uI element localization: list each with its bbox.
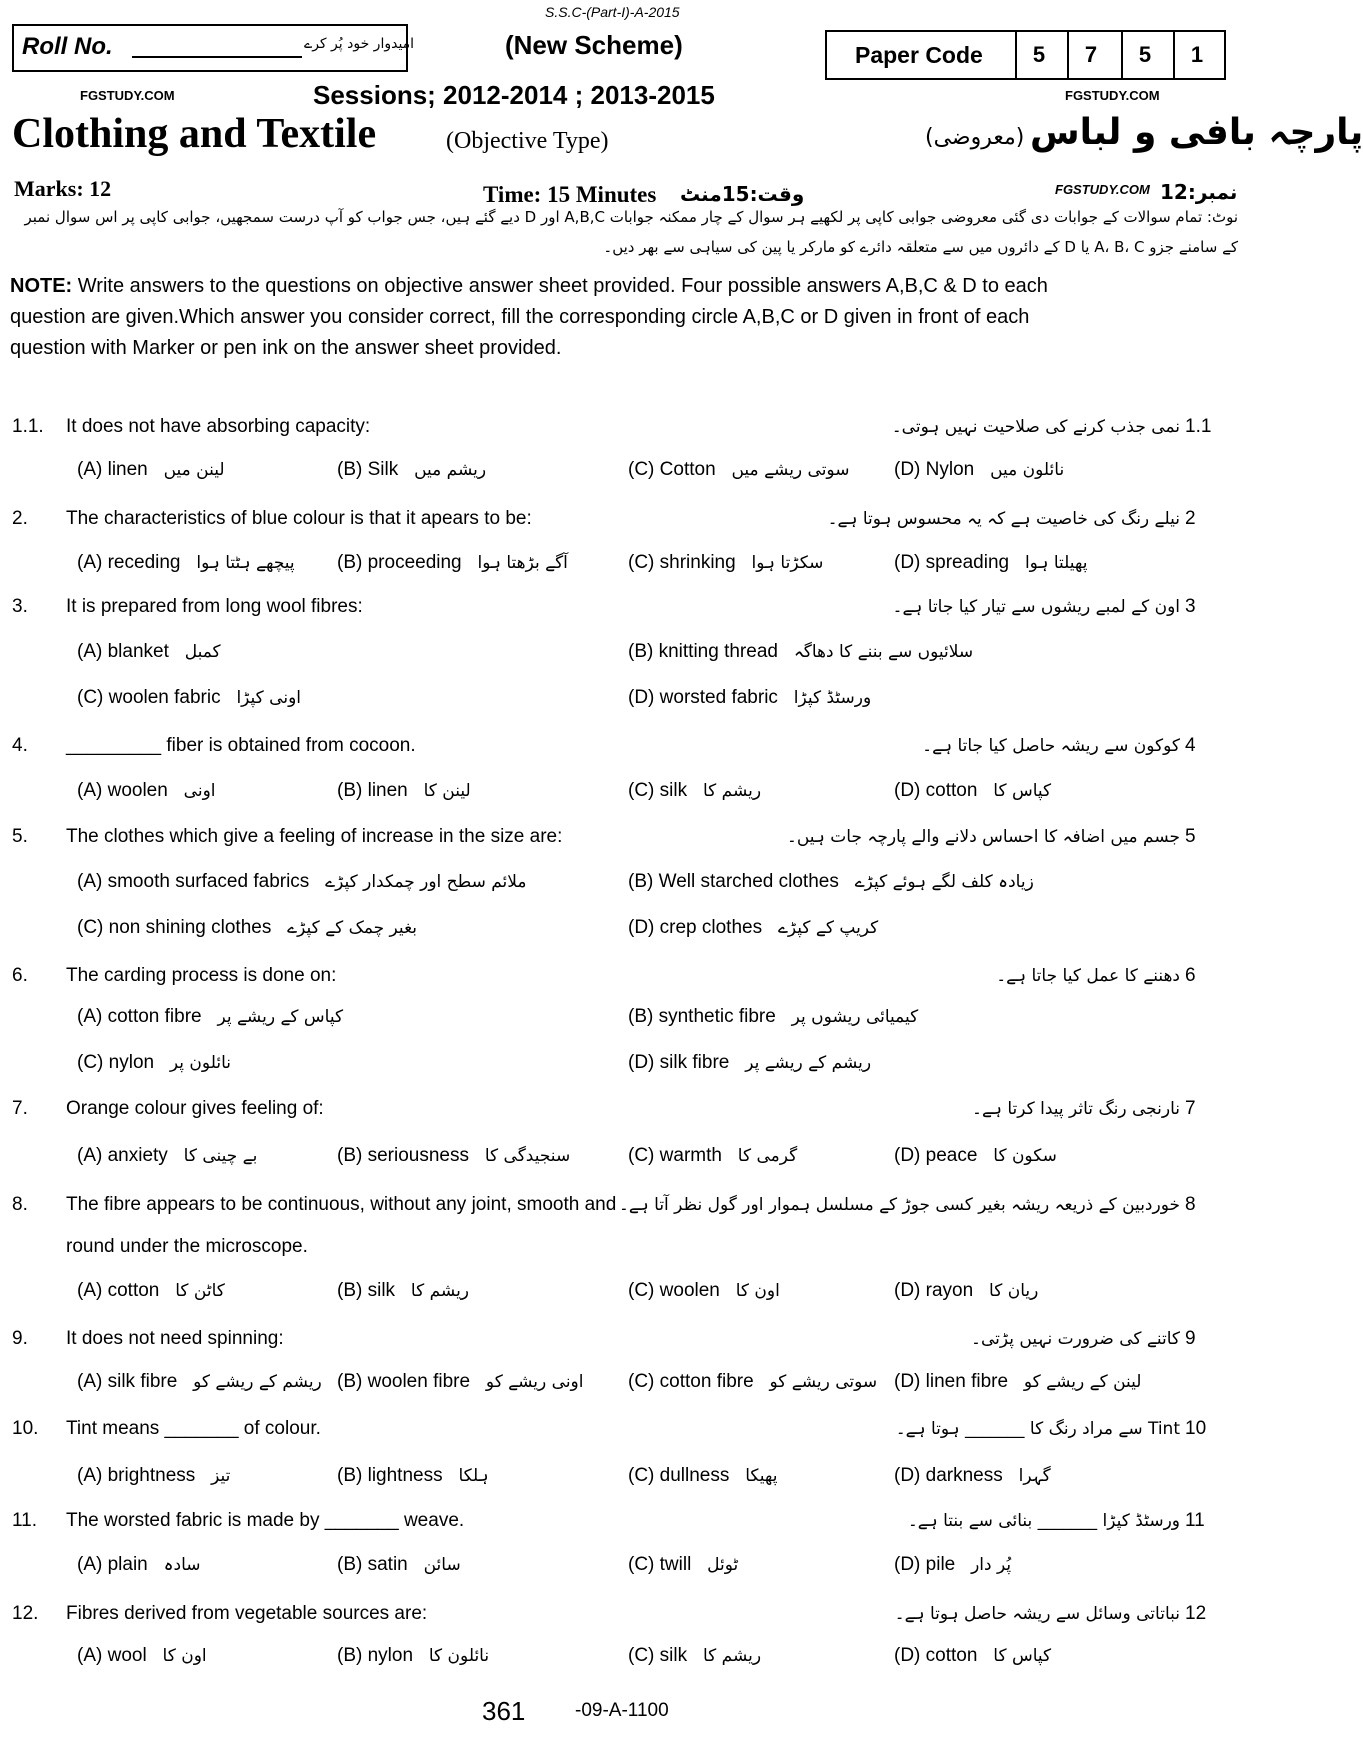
option-urdu: کپاس کے ریشے پر <box>217 1007 344 1027</box>
option-a <box>77 1645 207 1667</box>
paper-code-digit: 5 <box>1121 32 1167 78</box>
question-text-urdu: نارنجی رنگ تاثر پیدا کرتا ہے۔ <box>972 1099 1180 1119</box>
option-c <box>628 552 823 574</box>
option-label: (C) warmth <box>628 1145 722 1166</box>
option-urdu: لینن کے ریشے کو <box>1023 1372 1142 1392</box>
question-number: 8. <box>12 1194 28 1215</box>
paper-type-urdu: (معروضی) <box>925 125 1025 150</box>
option-b <box>337 459 486 481</box>
option-d <box>894 552 1087 574</box>
option-c <box>628 1465 777 1487</box>
question-number-urdu: 10 <box>1185 1418 1207 1439</box>
question-number: 11. <box>12 1510 38 1531</box>
option-label: (A) smooth surfaced fabrics <box>77 871 310 892</box>
question-number-urdu: 6 <box>1185 965 1196 986</box>
option-label: (C) dullness <box>628 1465 730 1486</box>
roll-urdu: امیدوار خود پُر کرے <box>304 36 415 52</box>
option-urdu: ریشم کے ریشے پر <box>745 1053 872 1073</box>
paper-series-code: S.S.C-(Part-I)-A-2015 <box>545 4 680 20</box>
option-c <box>77 917 417 939</box>
option-b <box>628 871 1034 893</box>
option-urdu: پھیلتا ہوا <box>1024 553 1088 573</box>
marks: Marks: 12 <box>14 176 112 201</box>
option-urdu: سنجیدگی کا <box>484 1146 571 1166</box>
roll-label: Roll No. <box>22 33 113 60</box>
question-text: The characteristics of blue colour is that it apears to be: <box>66 508 532 529</box>
option-urdu: تیز <box>211 1466 231 1486</box>
option-c <box>628 780 761 802</box>
option-b <box>337 1645 489 1667</box>
option-urdu: اون کا <box>735 1281 780 1301</box>
question-text: Tint means _______ of colour. <box>66 1418 321 1439</box>
option-urdu: گرمی کا <box>737 1146 798 1166</box>
option-label: (B) seriousness <box>337 1145 469 1166</box>
option-label: (B) nylon <box>337 1645 414 1666</box>
note-line <box>10 275 1048 298</box>
question-number-urdu: 4 <box>1185 735 1196 756</box>
option-b <box>628 641 973 663</box>
paper-code-digit: 7 <box>1067 32 1113 78</box>
option-urdu: پُر دار <box>971 1555 1012 1575</box>
option-label: (A) plain <box>77 1554 148 1575</box>
option-label: (D) cotton <box>894 780 978 801</box>
question-number: 6. <box>12 965 28 986</box>
roll-number-field[interactable] <box>132 56 302 58</box>
option-label: (A) woolen <box>77 780 168 801</box>
option-urdu: سائن <box>423 1555 461 1575</box>
question-number-urdu: 8 <box>1185 1194 1196 1215</box>
paper-code-digit: 1 <box>1173 32 1219 78</box>
question-text: It is prepared from long wool fibres: <box>66 596 363 617</box>
option-label: (C) silk <box>628 1645 688 1666</box>
option-b <box>337 1280 469 1302</box>
sessions: Sessions; 2012-2014 ; 2013-2015 <box>313 80 715 110</box>
paper-code-box <box>825 30 1226 80</box>
option-urdu: کمبل <box>184 642 221 662</box>
option-urdu: اونی ریشے کو <box>485 1372 584 1392</box>
question-number-urdu: 9 <box>1185 1328 1196 1349</box>
option-label: (D) crep clothes <box>628 917 763 938</box>
question-text-urdu: نیلے رنگ کی خاصیت ہے کہ یہ محسوس ہوتا ہے۔ <box>827 509 1180 529</box>
option-urdu: ریشم کے ریشے کو <box>193 1372 322 1392</box>
question-number-urdu: 3 <box>1185 596 1196 617</box>
option-label: (A) receding <box>77 552 181 573</box>
option-label: (C) non shining clothes <box>77 917 272 938</box>
option-c <box>628 1645 761 1667</box>
question-number: 10. <box>12 1418 39 1439</box>
paper-code-digit: 5 <box>1015 32 1061 78</box>
option-urdu: ریشم کا <box>702 781 762 801</box>
urdu-instruction-line: نوٹ: تمام سوالات کے جوابات دی گئی معروضی جوابی کاپی پر لکھیے ہر سوال کے چار ممکنہ جوابات A,B,C اور D دیے گئے ہیں، جس جواب کو آپ درست سمجھیں، جوابی کاپی پر اس سوال نمبر <box>24 208 1238 226</box>
option-urdu: ریشم میں <box>414 460 487 480</box>
option-urdu: کپاس کا <box>993 781 1052 801</box>
option-d <box>628 917 878 939</box>
time: Time: 15 Minutes <box>483 182 657 207</box>
question-text: _________ fiber is obtained from cocoon. <box>66 735 416 756</box>
option-c <box>628 1554 738 1576</box>
option-label: (A) cotton <box>77 1280 160 1301</box>
option-label: (C) cotton fibre <box>628 1371 754 1392</box>
option-label: (A) brightness <box>77 1465 196 1486</box>
question-text-urdu: اون کے لمبے ریشوں سے تیار کیا جاتا ہے۔ <box>892 597 1180 617</box>
option-c <box>77 1052 231 1074</box>
option-b <box>337 1371 584 1393</box>
option-urdu: اونی کپڑا <box>236 688 302 708</box>
subject-title: Clothing and Textile <box>12 111 377 157</box>
option-urdu: نائلون کا <box>428 1646 490 1666</box>
paper-type: (Objective Type) <box>446 128 609 154</box>
option-a <box>77 1280 225 1302</box>
option-label: (A) silk fibre <box>77 1371 178 1392</box>
option-label: (D) rayon <box>894 1280 974 1301</box>
option-label: (B) linen <box>337 780 408 801</box>
option-urdu: ریشم کا <box>702 1646 762 1666</box>
option-label: (B) lightness <box>337 1465 443 1486</box>
option-d <box>894 1280 1038 1302</box>
option-urdu: سوتی ریشے کو <box>769 1372 878 1392</box>
option-a <box>77 459 225 481</box>
question-text: round under the microscope. <box>66 1236 308 1257</box>
watermark: FGSTUDY.COM <box>1065 88 1160 103</box>
option-urdu: ملائم سطح اور چمکدار کپڑے <box>325 872 527 892</box>
option-label: (C) shrinking <box>628 552 736 573</box>
option-urdu: کپاس کا <box>993 1646 1052 1666</box>
note-text: Write answers to the questions on objective answer sheet provided. Four possible answers A,B,C & D to each <box>72 275 1048 297</box>
option-b <box>337 1145 570 1167</box>
option-b <box>337 1465 489 1487</box>
option-urdu: ریشم کا <box>410 1281 470 1301</box>
option-c <box>628 459 849 481</box>
option-urdu: پھیکا <box>745 1466 778 1486</box>
note-label: NOTE: <box>10 275 73 297</box>
question-text: Orange colour gives feeling of: <box>66 1098 324 1119</box>
question-number: 9. <box>12 1328 28 1349</box>
option-label: (B) Silk <box>337 459 399 480</box>
question-number: 4. <box>12 735 28 756</box>
question-text: The fibre appears to be continuous, without any joint, smooth and <box>66 1194 617 1215</box>
option-b <box>337 552 568 574</box>
question-text-urdu: نباتاتی وسائل سے ریشہ حاصل ہوتا ہے۔ <box>894 1604 1180 1624</box>
urdu-instruction-line: کے سامنے جزو A، B، C یا D کے دائروں میں سے متعلقہ دائرے کو مارکر یا پین کی سیاہی سے بھر دیں۔ <box>603 238 1238 256</box>
option-label: (D) darkness <box>894 1465 1003 1486</box>
option-label: (B) Well starched clothes <box>628 871 839 892</box>
option-b <box>628 1006 918 1028</box>
option-urdu: سکڑتا ہوا <box>751 553 824 573</box>
question-text: The carding process is done on: <box>66 965 337 986</box>
question-number-urdu: 11 <box>1185 1510 1205 1531</box>
question-number: 12. <box>12 1603 39 1624</box>
question-number-urdu: 5 <box>1185 826 1196 847</box>
option-label: (D) Nylon <box>894 459 975 480</box>
option-label: (A) wool <box>77 1645 147 1666</box>
question-number: 1.1. <box>12 416 44 437</box>
question-number: 7. <box>12 1098 28 1119</box>
option-label: (D) linen fibre <box>894 1371 1009 1392</box>
question-text: It does not need spinning: <box>66 1328 284 1349</box>
option-urdu: ریان کا <box>989 1281 1039 1301</box>
question-text-urdu: نمی جذب کرنے کی صلاحیت نہیں ہوتی۔ <box>891 417 1180 437</box>
question-number-urdu: 7 <box>1185 1098 1196 1119</box>
option-a <box>77 871 527 893</box>
option-label: (D) pile <box>894 1554 956 1575</box>
option-label: (B) knitting thread <box>628 641 778 662</box>
option-label: (A) anxiety <box>77 1145 168 1166</box>
option-urdu: لینن کا <box>423 781 471 801</box>
question-number-urdu: 1.1 <box>1185 416 1212 437</box>
question-text-urdu: Tint سے مراد رنگ کا _______ ہوتا ہے۔ <box>895 1419 1180 1439</box>
question-number-urdu: 12 <box>1185 1603 1207 1624</box>
option-urdu: سلائیوں سے بننے کا دھاگہ <box>793 642 974 662</box>
option-urdu: گہرا <box>1018 1466 1051 1486</box>
option-d <box>894 459 1064 481</box>
question-number: 3. <box>12 596 28 617</box>
option-label: (D) worsted fabric <box>628 687 778 708</box>
question-text: It does not have absorbing capacity: <box>66 416 371 437</box>
option-c <box>628 1371 877 1393</box>
option-a <box>77 641 221 663</box>
option-a <box>77 780 216 802</box>
option-urdu: کریپ کے کپڑے <box>777 918 879 938</box>
option-urdu: اون کا <box>162 1646 207 1666</box>
option-c <box>628 1280 780 1302</box>
option-d <box>894 1554 1011 1576</box>
scheme: (New Scheme) <box>505 30 683 60</box>
question-number: 5. <box>12 826 28 847</box>
watermark: FGSTUDY.COM <box>80 88 175 103</box>
option-urdu: ہلکا <box>458 1466 489 1486</box>
option-urdu: سکون کا <box>993 1146 1057 1166</box>
watermark: FGSTUDY.COM <box>1055 182 1150 197</box>
roll-number-box <box>12 24 415 72</box>
option-label: (D) peace <box>894 1145 978 1166</box>
option-label: (B) satin <box>337 1554 408 1575</box>
option-urdu: آگے بڑھتا ہوا <box>477 553 568 573</box>
option-label: (A) cotton fibre <box>77 1006 202 1027</box>
option-label: (D) silk fibre <box>628 1052 730 1073</box>
option-b <box>337 1554 461 1576</box>
question-number-urdu: 2 <box>1185 508 1196 529</box>
note-line: question with Marker or pen ink on the answer sheet provided. <box>10 337 562 359</box>
option-label: (D) cotton <box>894 1645 978 1666</box>
option-label: (B) proceeding <box>337 552 462 573</box>
question-text: The worsted fabric is made by _______ weave. <box>66 1510 465 1531</box>
option-urdu: بغیر چمک کے کپڑے <box>287 918 417 938</box>
option-label: (A) blanket <box>77 641 169 662</box>
option-d <box>894 1465 1051 1487</box>
option-a <box>77 1554 201 1576</box>
question-text-urdu: خوردبین کے ذریعہ ریشہ بغیر کسی جوڑ کے مسلسل ہموار اور گول نظر آتا ہے۔ <box>618 1195 1180 1215</box>
note-line: question are given.Which answer you consider correct, fill the corresponding circle A,B,C or D given in front of each <box>10 306 1030 328</box>
option-urdu: سادہ <box>163 1555 201 1575</box>
option-urdu: پیچھے ہٹتا ہوا <box>196 553 295 573</box>
option-urdu: ٹوئل <box>707 1555 739 1575</box>
option-d <box>894 1371 1141 1393</box>
option-urdu: اونی <box>183 781 216 801</box>
option-label: (C) woolen <box>628 1280 720 1301</box>
option-label: (C) silk <box>628 780 688 801</box>
subject-title-urdu: پارچہ بافی و لباس <box>1030 112 1363 153</box>
question-text: The clothes which give a feeling of increase in the size are: <box>66 826 563 847</box>
option-a <box>77 1371 322 1393</box>
option-label: (C) Cotton <box>628 459 716 480</box>
option-urdu: کاٹن کا <box>175 1281 225 1301</box>
option-urdu: نائلون پر <box>169 1053 231 1073</box>
option-label: (C) nylon <box>77 1052 155 1073</box>
question-text-urdu: کوکون سے ریشہ حاصل کیا جاتا ہے۔ <box>922 736 1180 756</box>
option-a <box>77 552 295 574</box>
option-urdu: نائلون میں <box>990 460 1065 480</box>
option-label: (B) synthetic fibre <box>628 1006 776 1027</box>
option-label: (C) woolen fabric <box>77 687 221 708</box>
option-label: (B) woolen fibre <box>337 1371 471 1392</box>
option-d <box>894 1645 1051 1667</box>
option-urdu: بے چینی کا <box>183 1146 258 1166</box>
option-label: (A) linen <box>77 459 148 480</box>
question-text-urdu: ورسٹڈ کپڑا _______ بنائی سے بنتا ہے۔ <box>907 1511 1180 1531</box>
option-label: (B) silk <box>337 1280 396 1301</box>
option-urdu: زیادہ کلف لگے ہوئے کپڑے <box>854 872 1034 892</box>
question-text: Fibres derived from vegetable sources are: <box>66 1603 428 1624</box>
option-c <box>628 1145 797 1167</box>
option-urdu: سوتی ریشے میں <box>731 460 850 480</box>
paper-code-label: Paper Code <box>855 42 983 68</box>
option-label: (C) twill <box>628 1554 692 1575</box>
option-d <box>628 1052 871 1074</box>
question-text-urdu: کاتنے کی ضرورت نہیں پڑتی۔ <box>971 1329 1180 1349</box>
option-c <box>77 687 301 709</box>
question-number: 2. <box>12 508 28 529</box>
option-b <box>337 780 471 802</box>
option-urdu: کیمیائی ریشوں پر <box>791 1007 919 1027</box>
option-d <box>894 780 1051 802</box>
question-text-urdu: جسم میں اضافہ کا احساس دلانے والے پارچہ جات ہیں۔ <box>786 827 1180 847</box>
option-a <box>77 1006 343 1028</box>
option-label: (D) spreading <box>894 552 1010 573</box>
time-urdu: وقت:15منٹ <box>680 182 805 206</box>
question-text-urdu: دھننے کا عمل کیا جاتا ہے۔ <box>996 966 1180 986</box>
marks-urdu: نمبر:12 <box>1160 180 1238 204</box>
option-d <box>894 1145 1057 1167</box>
page-number: 361 <box>482 1696 526 1726</box>
option-a <box>77 1465 230 1487</box>
option-urdu: ورسٹڈ کپڑا <box>793 688 872 708</box>
option-urdu: لینن میں <box>163 460 225 480</box>
footer-code: -09-A-1100 <box>575 1700 669 1721</box>
option-a <box>77 1145 257 1167</box>
option-d <box>628 687 871 709</box>
